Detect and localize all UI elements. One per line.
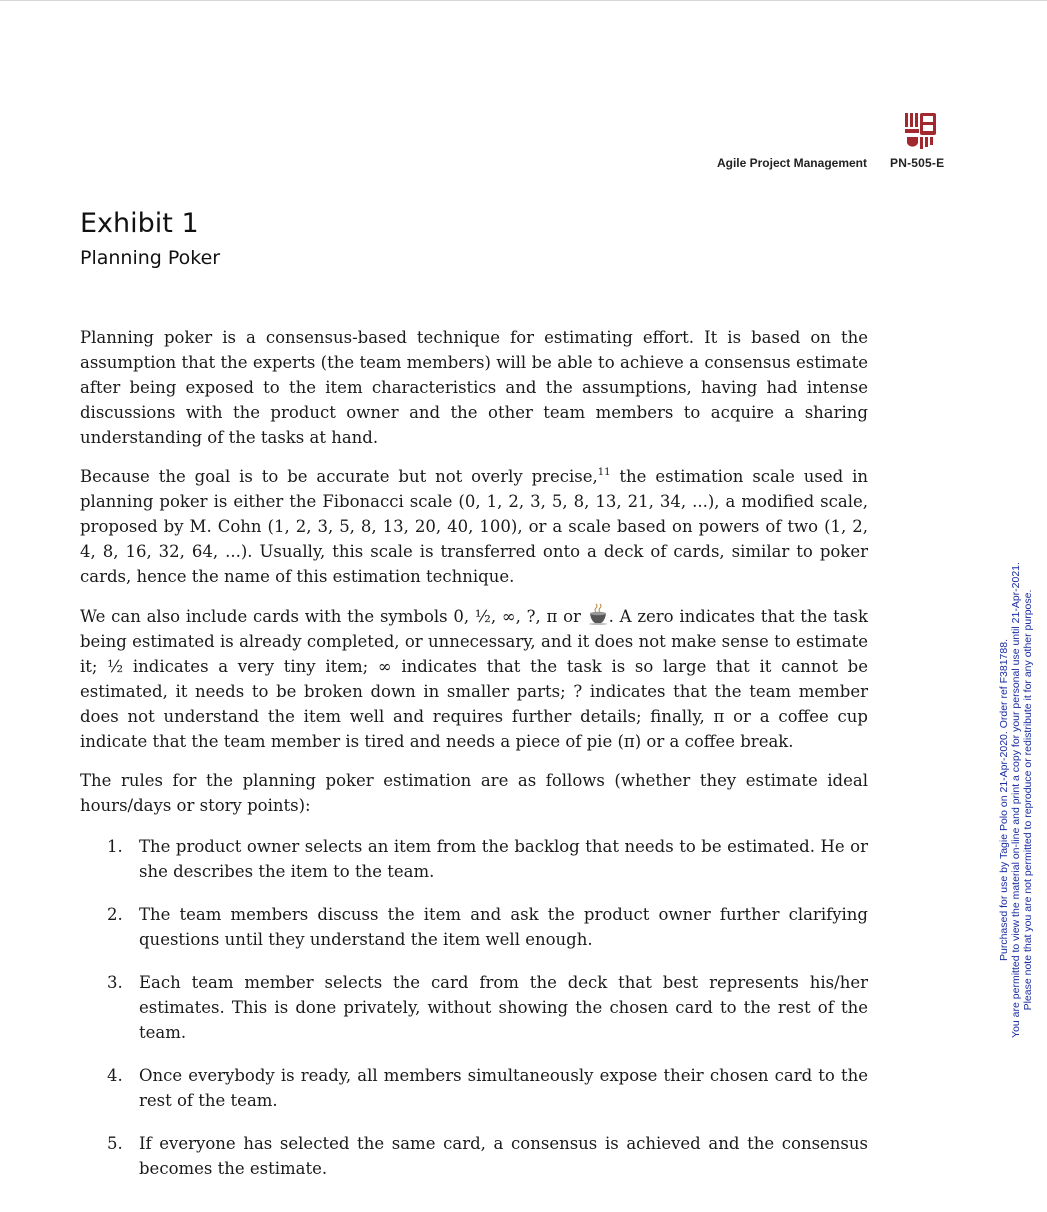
list-item [80, 834, 868, 884]
course-title: Agile Project Management [716, 156, 867, 170]
watermark-line-2: You are permitted to view the material on-line and print a copy for your personal use until 21-Apr-2021. [1010, 562, 1022, 1038]
paragraph-rules-intro: The rules for the planning poker estimation are as follows (whether they estimate ideal hours/days or story points): [80, 771, 868, 815]
list-text: The product owner selects an item from the backlog that needs to be estimated. He or she describes the item to the team. [139, 837, 868, 881]
top-rule [0, 0, 1047, 1]
footnote-ref: 11 [597, 467, 611, 478]
watermark-line-1: Purchased for use by Tagie Polo on 21-Apr-2020. Order ref F381788. [998, 639, 1010, 961]
list-text: Each team member selects the card from the deck that best represents his/her estimates. This is done privately, without showing the chosen card to the rest of the team. [139, 973, 868, 1042]
document-code: PN-505-E [890, 156, 945, 170]
exhibit-title: Exhibit 1 [80, 208, 199, 239]
rules-list [80, 834, 868, 1181]
paragraph-scales-start: Because the goal is to be accurate but not overly precise, [80, 467, 598, 486]
list-text: If everyone has selected the same card, a consensus is achieved and the consensus becomes the estimate. [139, 1134, 868, 1178]
list-number: 5. [107, 1134, 123, 1153]
paragraph-intro: Planning poker is a consensus-based technique for estimating effort. It is based on the assumption that the experts (the team members) will be able to achieve a consensus estimate after being exposed to the item characteristics and the assumptions, having had intense discussions with the product owner and the other team members to acquire a sharing understanding of the tasks at hand. [80, 328, 868, 447]
list-item [80, 970, 868, 1045]
document-body [80, 325, 868, 1199]
institution-logo [905, 113, 937, 151]
list-item [80, 1131, 868, 1181]
list-text: Once everybody is ready, all members simultaneously expose their chosen card to the rest of the team. [139, 1066, 868, 1110]
paragraph-symbols-start: We can also include cards with the symbols 0, ½, ∞, ?, π or [80, 607, 587, 626]
list-number: 2. [107, 905, 123, 924]
watermark-line-3: Please note that you are not permitted to reproduce or redistribute it for any other purpose. [1022, 589, 1034, 1011]
list-number: 3. [107, 973, 123, 992]
list-text: The team members discuss the item and ask the product owner further clarifying questions until they understand the item well enough. [139, 905, 868, 949]
paragraph-symbols-rest: . A zero indicates that the task being estimated is already completed, or unnecessary, and it does not make sense to estimate it; ½ indicates a very tiny item; ∞ indicates that the task is so large that it cannot be estimated, it needs to be broken down in smaller parts; ? indicates that the team member does not understand the item well and requires further details; finally, π or a coffee cup indicate that the team member is tired and needs a piece of pie (π) or a coffee break. [80, 607, 869, 751]
list-number: 4. [107, 1066, 123, 1085]
exhibit-subtitle: Planning Poker [80, 247, 221, 269]
paragraph-scales [80, 464, 868, 589]
list-item [80, 902, 868, 952]
paragraph-scales-rest: the estimation scale used in planning poker is either the Fibonacci scale (0, 1, 2, 3, 5, 8, 13, 21, 34, ...), a modified scale, proposed by M. Cohn (1, 2, 3, 5, 8, 13, 20, 40, 100), or a scale based on powers of two (1, 2, 4, 8, 16, 32, 64, ...). Usually, this scale is transferred onto a deck of cards, similar to poker cards, hence the name of this estimation technique. [80, 467, 869, 586]
list-item [80, 1063, 868, 1113]
paragraph-symbols [80, 603, 868, 754]
coffee-cup-icon [587, 603, 609, 625]
list-number: 1. [107, 837, 123, 856]
